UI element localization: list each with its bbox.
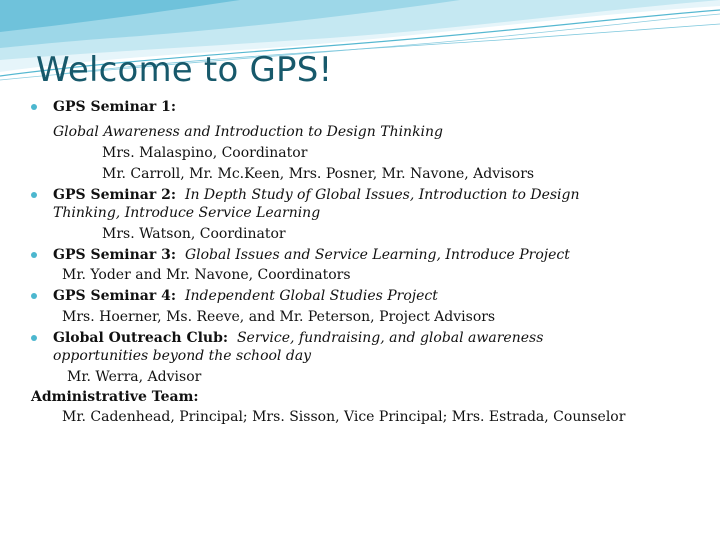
seminar-4-description: Independent Global Studies Project xyxy=(184,288,438,304)
seminar-3-heading: GPS Seminar 3: xyxy=(53,247,177,263)
outreach-description: Service, fundraising, and global awareness xyxy=(236,330,544,346)
seminar-1-heading: GPS Seminar 1: xyxy=(53,99,177,115)
seminar-2-coordinator: Mrs. Watson, Coordinator xyxy=(102,226,286,242)
bullet-icon xyxy=(31,192,37,198)
seminar-3-line xyxy=(53,246,570,264)
bullet-icon xyxy=(31,104,37,110)
seminar-1-advisors: Mr. Carroll, Mr. Mc.Keen, Mrs. Posner, Mr. Navone, Advisors xyxy=(102,166,535,182)
seminar-2-line xyxy=(53,186,580,204)
admin-members: Mr. Cadenhead, Principal; Mrs. Sisson, Vice Principal; Mrs. Estrada, Counselor xyxy=(62,409,626,425)
outreach-heading: Global Outreach Club: xyxy=(53,330,229,346)
seminar-1-coordinator: Mrs. Malaspino, Coordinator xyxy=(102,145,308,161)
bullet-icon xyxy=(31,293,37,299)
bullet-icon xyxy=(31,335,37,341)
admin-heading: Administrative Team: xyxy=(31,389,199,405)
bullet-icon xyxy=(31,252,37,258)
seminar-1-description: Global Awareness and Introduction to Design Thinking xyxy=(53,124,444,140)
slide-title: Welcome to GPS! xyxy=(36,50,333,90)
seminar-2-description-cont: Thinking, Introduce Service Learning xyxy=(53,205,321,221)
seminar-4-heading: GPS Seminar 4: xyxy=(53,288,177,304)
seminar-4-advisors: Mrs. Hoerner, Ms. Reeve, and Mr. Peterson, Project Advisors xyxy=(62,309,496,325)
seminar-3-description: Global Issues and Service Learning, Introduce Project xyxy=(184,247,570,263)
outreach-line xyxy=(53,329,543,347)
outreach-description-cont: opportunities beyond the school day xyxy=(53,348,312,364)
outreach-advisor: Mr. Werra, Advisor xyxy=(67,369,202,385)
seminar-2-description: In Depth Study of Global Issues, Introduction to Design xyxy=(184,187,580,203)
seminar-3-coordinators: Mr. Yoder and Mr. Navone, Coordinators xyxy=(62,267,351,283)
seminar-4-line xyxy=(53,287,438,305)
seminar-2-heading: GPS Seminar 2: xyxy=(53,187,177,203)
